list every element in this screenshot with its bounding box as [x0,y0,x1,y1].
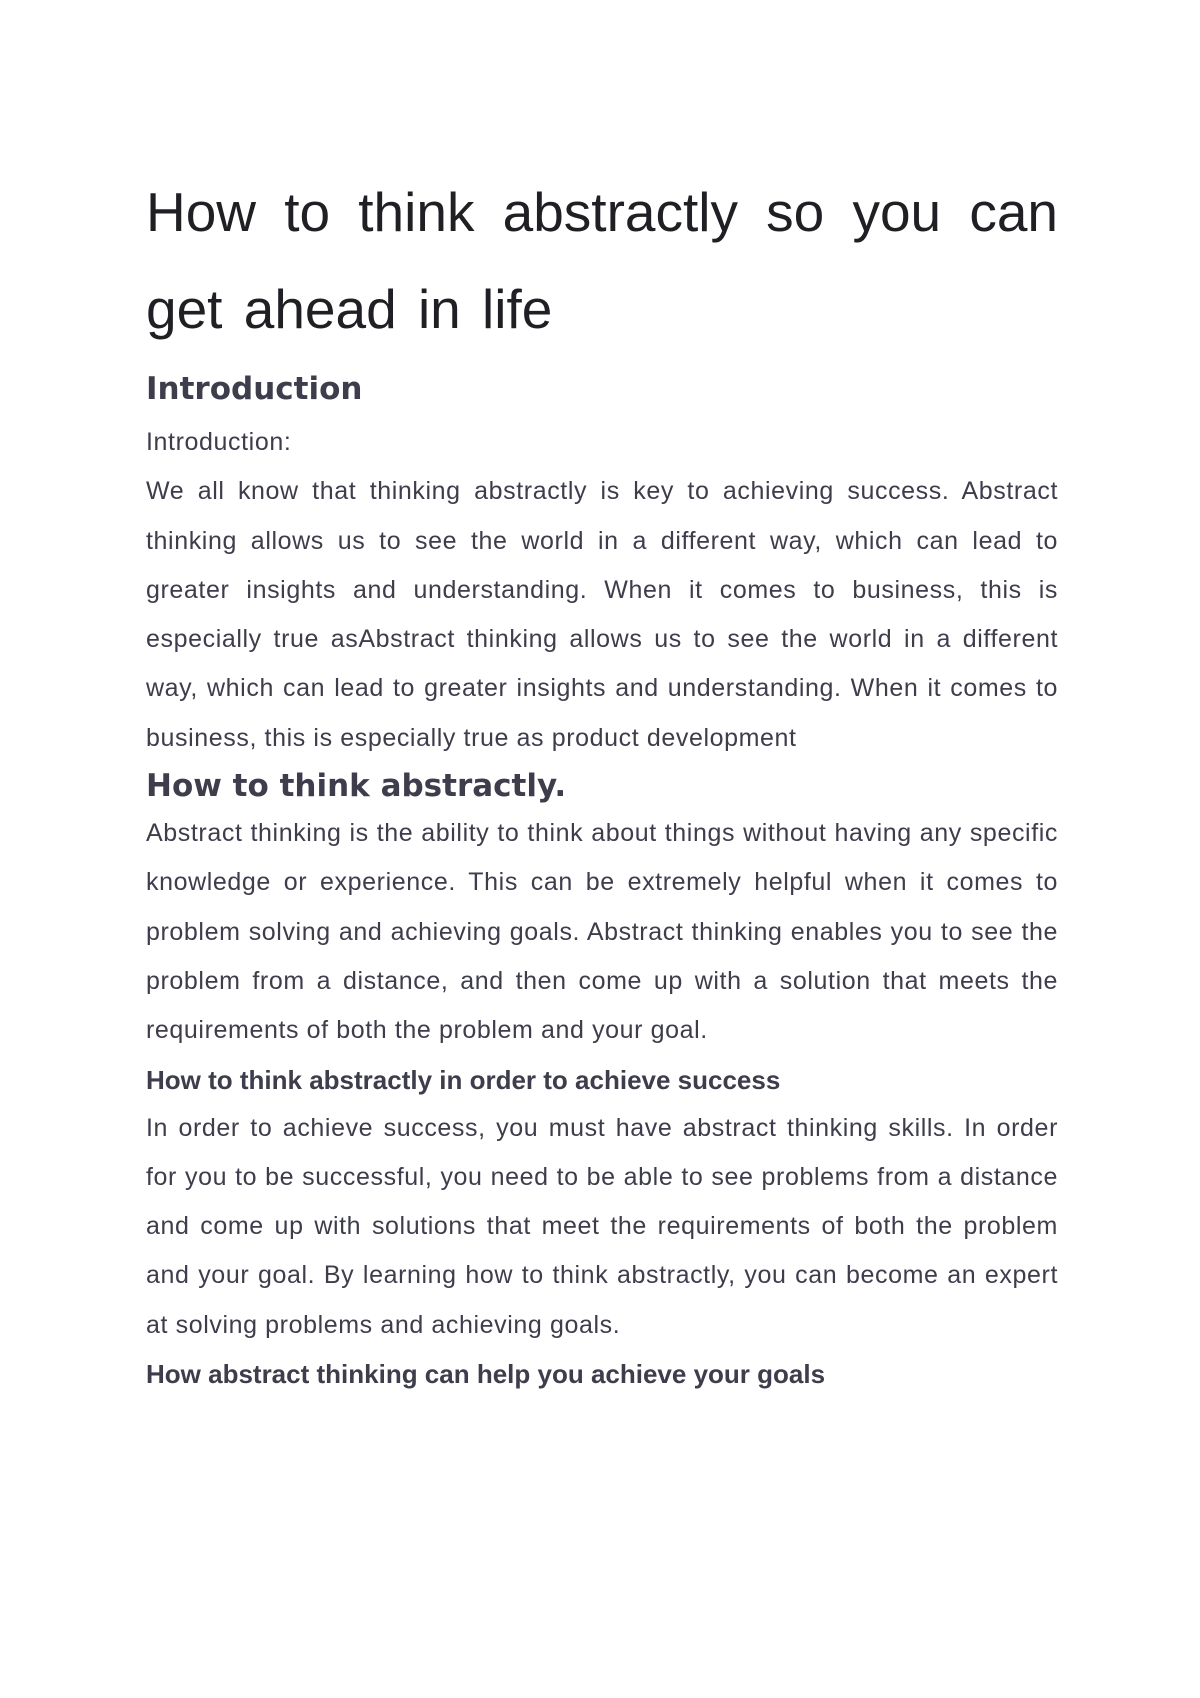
how-to-think-paragraph: Abstract thinking is the ability to think about things without having any specific knowledge or experience. This can be extremely helpful when it comes to problem solving and achieving goals. Abstract thinking enables you to see the problem from a distance, and then come up with a solution that meets the requirements of both the problem and your goal. [146,819,1058,1045]
document-title: How to think abstractly so you can get ahead in life [146,181,1058,340]
section-heading-how-to-think-abstractly: How to think abstractly. [146,768,567,805]
section-heading-introduction: Introduction [146,371,363,407]
achieve-success-paragraph: In order to achieve success, you must have abstract thinking skills. In order for you to be successful, you need to be able to see problems from a distance and come up with solutions that meet the requirements of both the problem and your goal. By learning how to think abstractly, you can become an expert at solving problems and achieving goals. [146,1113,1058,1339]
intro-label-paragraph: Introduction: [146,428,292,456]
intro-body-paragraph: We all know that thinking abstractly is key to achieving success. Abstract thinking allows us to see the world in a different way, which can lead to greater insights and understanding. When it comes to business, this is especially true asAbstract thinking allows us to see the world in a different way, which can lead to greater insights and understanding. When it comes to business, this is especially true as product development [146,477,1058,752]
document-content [146,164,1058,1398]
section-heading-achieve-goals: How abstract thinking can help you achieve your goals [146,1359,826,1390]
section-heading-achieve-success: How to think abstractly in order to achieve success [146,1064,781,1095]
